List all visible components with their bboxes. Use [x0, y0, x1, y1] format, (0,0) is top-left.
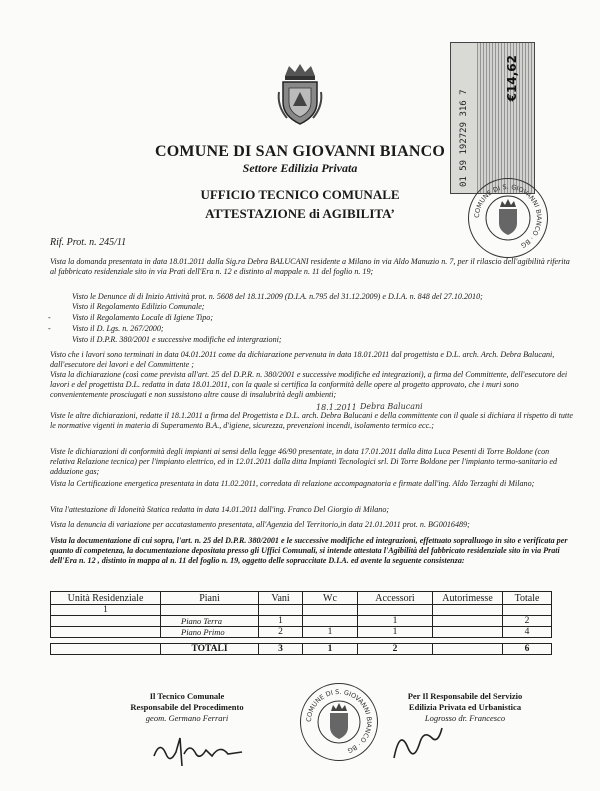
table-cell — [433, 644, 503, 655]
signature-name: Logrosso dr. Francesco — [424, 713, 506, 723]
paragraph-conclusion: Vista la documentazione di cui sopra, l'art. n. 25 del D.P.R. 380/2001 e le successive modifiche ed integrazioni, effettuato sopralluogo in sito e verificata per quanto di competenza, la documentazione depositata presso gli Uffici Comunali, si intende attestata l'Agibilità del fabbricato residenziale sito in via Prati dell'Era n. 12 , distinto in mappa al n. 11 del foglio n. 19, oggetto delle sopraccitate D.I.A. ed avente la seguente consistenza: — [50, 536, 568, 565]
table-cell — [51, 644, 161, 655]
table-cell: 4 — [503, 627, 552, 638]
stamp-amount: €14,62 — [505, 55, 519, 102]
signature-role: Per Il Responsabile del Servizio — [407, 691, 523, 701]
list-item: Visto le Denunce di di Inizio Attività prot. n. 5608 del 18.11.2009 (D.I.A. n.795 del 31.12.2009) e D.I.A. n. 848 del 27.10.2010; — [72, 292, 483, 301]
paragraph-other-declarations: Viste le altre dichiarazioni, redatte il 18.1.2011 a firma del Progettista e D.L. arch. Debra Balucani e della committente con il quale si dichiara il rispetto di tutte le normative vigenti in materia di Superamento B.A., d'igiene, sicurezza, prevenzioni incendi, isolamento termico ecc.; — [50, 411, 573, 430]
signature-role: Il Tecnico Comunale — [149, 691, 225, 701]
table-cell — [433, 627, 503, 638]
paragraph-energy-cert: Vista la Certificazione energetica presentata in data 11.02.2011, corredata di relazione accompagnatoria e firmate dall'ing. Aldo Terzaghi di Milano; — [50, 479, 535, 488]
table-cell: 2 — [358, 644, 433, 655]
protocol-reference: Rif. Prot. n. 245/11 — [50, 237, 127, 248]
municipal-seal-bottom — [300, 683, 378, 761]
table-row — [51, 627, 552, 638]
consistency-table — [50, 591, 552, 655]
handwritten-name: Debra Balucani — [360, 402, 423, 411]
table-cell — [433, 605, 503, 616]
table-cell — [51, 627, 161, 638]
column-header: Unità Residenziale — [51, 592, 161, 605]
table-cell: Piano Primo — [161, 627, 259, 638]
table-cell: 1 — [358, 616, 433, 627]
table-cell — [161, 605, 259, 616]
list-item: Visto il Regolamento Locale di Igiene Tipo; — [72, 313, 214, 322]
table-cell: 1 — [303, 644, 358, 655]
signature-block-technician — [112, 691, 262, 724]
handwritten-date: 18.1.2011 — [316, 403, 357, 412]
signature-name: geom. Germano Ferrari — [145, 713, 229, 723]
municipal-crest-icon — [277, 62, 323, 126]
paragraph-static-suitability: Vita l'attestazione di Idoneità Statica redatta in data 14.01.2011 dall'ing. Franco Del Giorgio di Milano; — [50, 505, 390, 514]
table-cell: 1 — [358, 627, 433, 638]
table-cell — [303, 605, 358, 616]
office-heading: UFFICIO TECNICO COMUNALE — [200, 187, 400, 202]
paragraph-works-completed: Visto che i lavori sono terminati in data 04.01.2011 come da dichiarazione pervenuta in data 18.01.2011 dal progettista e D.L. arch. Arch. Debra Balucani, dall'esecutore dei lavori e del Committente ; — [50, 350, 555, 369]
signature-role: Responsabile del Procedimento — [130, 702, 244, 712]
table-cell — [303, 616, 358, 627]
list-item: Visto il D. Lgs. n. 267/2000; — [72, 324, 164, 333]
signature-role: Edilizia Privata ed Urbanistica — [408, 702, 522, 712]
table-cell: 1 — [303, 627, 358, 638]
stamp-code: 01 59 192729 316 7 — [459, 89, 469, 187]
table-cell — [433, 616, 503, 627]
paragraph-cadastral: Vista la denuncia di variazione per accatastamento presentata, all'Agenzia del Territorio,in data 21.01.2011 prot. n. BG0016489; — [50, 520, 470, 529]
table-cell: 2 — [259, 627, 303, 638]
column-header: Accessori — [358, 592, 433, 605]
table-cell: 3 — [259, 644, 303, 655]
table-cell: 2 — [503, 616, 552, 627]
table-cell: 1 — [51, 605, 161, 616]
bullet-dash: - — [48, 313, 51, 322]
table-cell: Piano Terra — [161, 616, 259, 627]
table-cell — [51, 616, 161, 627]
document-title: ATTESTAZIONE di AGIBILITA’ — [205, 206, 395, 221]
handwritten-signature-right — [388, 718, 448, 766]
paragraph-conformity: Viste le dichiarazioni di conformità degli impianti ai sensi della legge 46/90 presentate, in data 17.01.2011 dalla ditta Luca Pesenti di Torre Boldone (con relativa Relazione tecnica) per l'impianto elettrico, ed in 12.01.2011 dalla ditta Impianti Tecnologici srl. Di Torre Boldone per l'impianto termo-sanitario ed adduzione gas; — [50, 447, 558, 476]
table-header-row — [51, 592, 552, 605]
column-header: Piani — [161, 592, 259, 605]
bullet-dash: - — [48, 324, 51, 333]
column-header: Vani — [259, 592, 303, 605]
column-header: Totale — [503, 592, 552, 605]
paragraph-declaration: Vista la dichiarazione (così come prevista all'art. 25 del D.P.R. n. 380/2001 e successive modifiche ed integrazioni), a firma del Committente, dell'esecutore dei lavori e del progettista D.L. redatta in data 18.01.2011, con la quale si certifica la conformità delle opere al progetto approvato, che i muri sono convenientemente prosciugati e non sussistono altre cause di insalubrità degli ambienti; — [50, 370, 568, 399]
paragraph-request: Vista la domanda presentata in data 18.01.2011 dalla Sig.ra Debra BALUCANI residente a Milano in via Aldo Manuzio n. 7, per il rilascio dell'agibilità riferita al fabbricato residenziale sito in via Prati dell'Era n. 12 e distinto al mappale n. 11 del foglio n. 19; — [50, 257, 570, 276]
seal-emblem-icon — [301, 684, 377, 760]
department-subtitle: Settore Edilizia Privata — [242, 161, 358, 175]
seal-bottom-text: COMUNE DI S. GIOVANNI BIANCO · BG — [304, 687, 374, 755]
table-row — [51, 605, 552, 616]
table-cell: 6 — [503, 644, 552, 655]
totals-label: TOTALI — [161, 644, 259, 655]
table-totals-row — [51, 644, 552, 655]
municipality-title: COMUNE DI SAN GIOVANNI BIANCO — [155, 143, 445, 160]
table-cell — [358, 605, 433, 616]
seal-top-text: COMUNE DI S. GIOVANNI BIANCO · BG — [472, 182, 544, 250]
handwritten-signature-left — [150, 730, 260, 770]
table-cell: 1 — [259, 616, 303, 627]
list-item: Visto il Regolamento Edilizio Comunale; — [72, 302, 205, 311]
table-cell — [259, 605, 303, 616]
table-cell — [503, 605, 552, 616]
column-header: Wc — [303, 592, 358, 605]
column-header: Autorimesse — [433, 592, 503, 605]
list-item: Visto il D.P.R. 380/2001 e successive modifiche ed intergrazioni; — [72, 335, 282, 344]
table-row — [51, 616, 552, 627]
